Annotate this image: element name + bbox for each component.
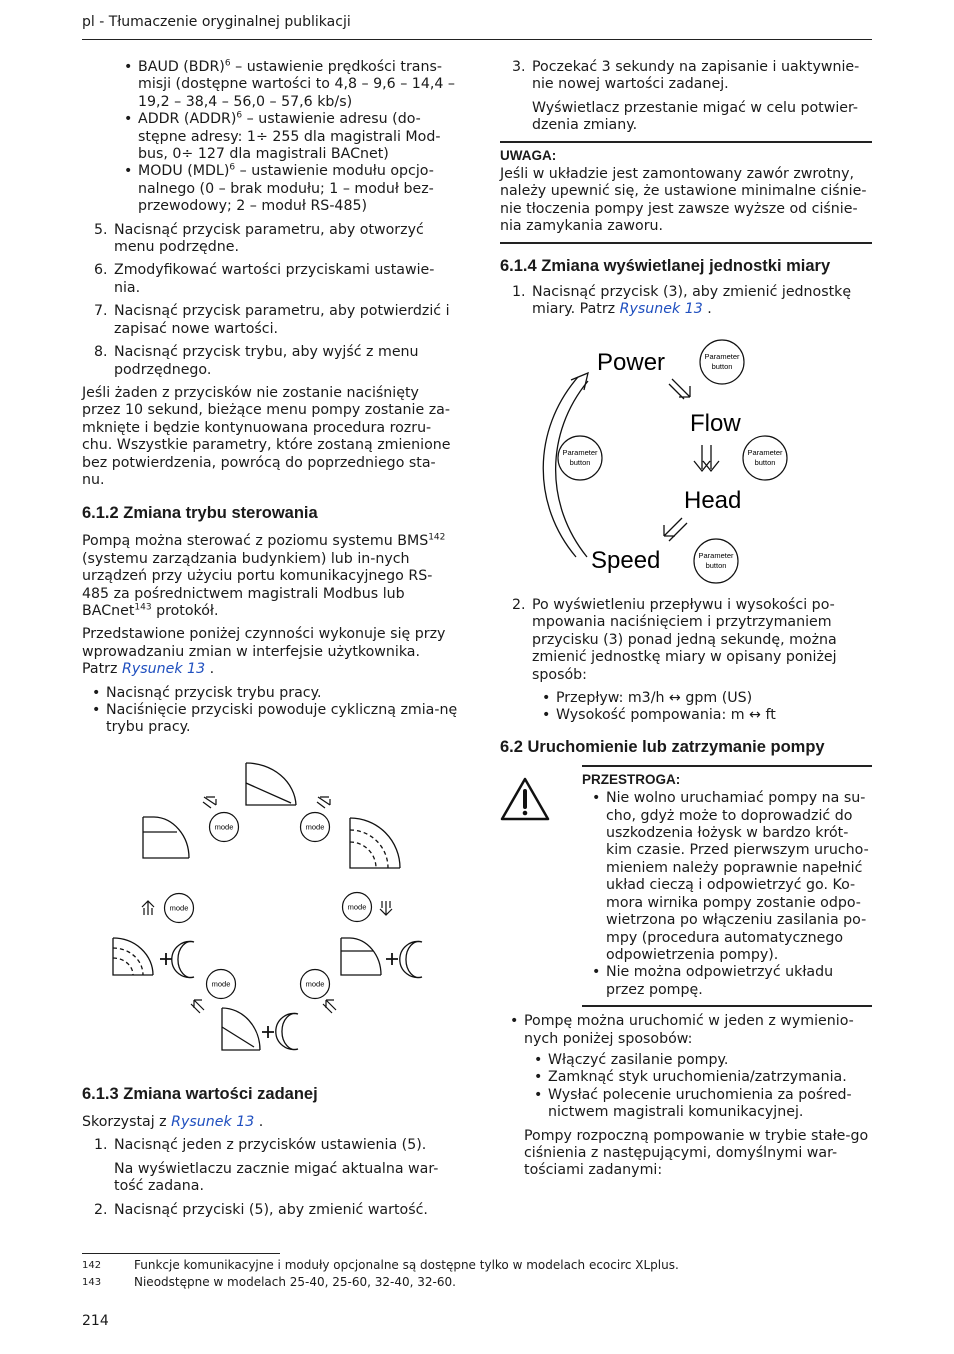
- figure-link[interactable]: Rysunek 13: [171, 1114, 255, 1130]
- caution-content: [582, 765, 872, 1007]
- step-number: 3.: [512, 59, 526, 75]
- list-item: • Naciśnięcie przyciski powoduje cykliczną zmia-nę trybu pracy.: [92, 702, 458, 737]
- section-heading-6-2: 6.2 Uruchomienie lub zatrzymanie pompy: [500, 737, 825, 756]
- step-subtext: Na wyświetlaczu zacznie migać aktualna war-tość zadana.: [114, 1160, 439, 1195]
- header-rule: [82, 39, 872, 40]
- timeout-paragraph: Jeśli żaden z przycisków nie zostanie naciśnięty przez 10 sekund, bieżące menu pompy zostanie za-mknięte i będzie kontynuowana procedura rozru-chu. Wszystkie parametry, które zostaną zmienione bez potwierdzenia, powrócą do poprzedniego sta-nu.: [82, 384, 451, 488]
- plus-icon: [262, 1026, 274, 1038]
- arrow-down-right-icon: [669, 379, 690, 399]
- list-item: [82, 262, 458, 297]
- steps-list: [82, 222, 458, 379]
- ui-paragraph: [82, 626, 458, 678]
- mode-button[interactable]: [165, 894, 194, 923]
- note-box: [500, 141, 872, 244]
- term: ADDR (ADDR): [138, 111, 237, 128]
- list-item: [82, 344, 458, 379]
- mode-button[interactable]: [301, 970, 330, 999]
- step-text: Nacisnąć jeden z przycisków ustawienia (5).: [114, 1137, 427, 1154]
- footnote-ref: 143: [134, 602, 152, 613]
- mode-label: mode: [305, 979, 325, 989]
- running-header: pl - Tłumaczenie oryginalnej publikacji: [82, 14, 351, 30]
- section-6-1-3: [82, 1084, 458, 1225]
- term: MODU (MDL): [138, 163, 230, 180]
- caution-list: [592, 790, 872, 999]
- text: protokół.: [151, 602, 219, 619]
- list-item: • Zamknąć styk uruchomienia/zatrzymania.: [534, 1069, 872, 1086]
- mode-label: mode: [214, 822, 234, 832]
- footnote-number: 142: [82, 1260, 102, 1271]
- parameter-button[interactable]: [700, 340, 744, 384]
- step-number: 2.: [94, 1201, 108, 1218]
- arrow-down-left-icon: [664, 518, 687, 541]
- footnote-rule: [82, 1253, 280, 1254]
- list-item: [82, 303, 458, 338]
- parameter-button[interactable]: [694, 539, 738, 583]
- section-heading-6-1-3: 6.1.3 Zmiana wartości zadanej: [82, 1085, 318, 1103]
- mode-button[interactable]: [301, 813, 330, 842]
- list-item: [500, 597, 872, 684]
- list-item: • Wysłać polecenie uruchomienia za pośred-nictwem magistrali komunikacyjnej.: [534, 1087, 872, 1122]
- section-heading-6-1-4: 6.1.4 Zmiana wyświetlanej jednostki miary: [500, 256, 831, 275]
- caution-title: PRZESTROGA:: [582, 771, 681, 787]
- item-text: – ustawienie modułu opcjo-nalnego (0 – brak modułu; 1 – moduł bez-przewodowy; 2 – moduł RS-485): [138, 163, 434, 215]
- step-number: 5.: [94, 221, 108, 238]
- footnote: [82, 1275, 456, 1290]
- footnote-ref: 6: [236, 110, 243, 121]
- unit-steps: [500, 284, 872, 319]
- head-label: Head: [684, 487, 742, 514]
- steps-list: [500, 59, 872, 135]
- bus-settings-list: [124, 59, 458, 216]
- button-label: button: [711, 362, 733, 371]
- note-title: UWAGA:: [500, 147, 557, 163]
- arrow-down-double-icon: [694, 445, 719, 471]
- item-text: – ustawienie prędkości trans-misji (dostępne wartości to 4,8 – 9,6 – 14,4 – 19,2 – 38,4 – 56,0 – 57,6 kb/s): [138, 59, 456, 110]
- list-item: [500, 284, 872, 319]
- text: (systemu zarządzania budynkiem) lub in-nych urządzeń przy użyciu portu komunikacyjnego RS-485 za pośrednictwem magistrali Modbus lub BACnet: [82, 550, 433, 619]
- list-item: • Nacisnąć przycisk trybu pracy.: [92, 685, 458, 702]
- section-heading-6-1-2: 6.1.2 Zmiana trybu sterowania: [82, 504, 318, 523]
- mode-label: mode: [347, 902, 367, 912]
- list-item: [124, 111, 458, 163]
- speed-label: Speed: [591, 547, 661, 574]
- arrow-up-icon: [142, 901, 154, 915]
- flow-label: Flow: [690, 410, 741, 437]
- text: Przedstawione poniżej czynności wykonuje się przy wprowadzaniu zmian w interfejsie użytkownika. Patrz: [82, 626, 446, 678]
- right-column-lower: [500, 597, 872, 1180]
- warning-triangle-icon: [500, 777, 550, 821]
- start-ways: [534, 1052, 872, 1122]
- arrow-up-left-icon: [191, 1000, 204, 1013]
- term: BAUD (BDR): [138, 59, 225, 75]
- curve-night-icon-left: [113, 938, 153, 975]
- button-label: Parameter: [747, 448, 783, 457]
- page-number: 214: [82, 1313, 109, 1329]
- text: Pompą można sterować z poziomu systemu BMS: [82, 533, 429, 550]
- note-text: Jeśli w układzie jest zamontowany zawór zwrotny, należy upewnić się, że ustawione minimalne ciśnie-nie tłoczenia pompy jest zawsze wyższe od ciśnie-nia zamykania zaworu.: [500, 166, 867, 235]
- list-item: • Przepływ: m3/h ↔ gpm (US): [542, 690, 872, 707]
- setpoint-steps: [82, 1137, 458, 1219]
- step-text: Nacisnąć przycisk (3), aby zmienić jednostkę miary. Patrz: [532, 283, 852, 318]
- power-label: Power: [597, 349, 666, 376]
- curve-night-icon-bottom: [222, 1008, 260, 1050]
- plus-icon: [386, 953, 398, 965]
- list-item: • Nie wolno uruchamiać pompy na su-cho, gdyż może to doprowadzić do uszkodzenia łożysk w bardzo krót-kim czasie. Przed pierwszym urucho-mieniem należy poprawnie napełnić układ cieczą i odpowietrzyć go. Ko-mora wirnika pompy zostanie odpo-wietrzona po włączeniu zasilania po-mpy (procedura automatycznego odpowietrzenia pompy).: [592, 790, 872, 964]
- mode-cycle-diagram: [100, 755, 460, 1060]
- text: .: [702, 301, 712, 318]
- list-item: • Włączyć zasilanie pompy.: [534, 1052, 872, 1069]
- step-number: 1.: [512, 283, 526, 300]
- button-label: Parameter: [562, 448, 598, 457]
- mode-label: mode: [211, 979, 231, 989]
- step-number: 6.: [94, 262, 108, 279]
- list-item: [82, 1202, 458, 1219]
- step-number: 8.: [94, 344, 108, 361]
- right-column: [500, 59, 872, 324]
- setpoint-intro: [82, 1114, 458, 1131]
- figure-link[interactable]: Rysunek 13: [121, 661, 206, 678]
- button-label: Parameter: [704, 352, 740, 361]
- mode-label: mode: [305, 822, 325, 832]
- button-label: button: [705, 561, 727, 570]
- mode-button[interactable]: [343, 893, 372, 922]
- step-text: Nacisnąć przycisk parametru, aby otworzyć menu podrzędne.: [114, 221, 424, 256]
- step-number: 7.: [94, 303, 108, 320]
- list-item: [124, 163, 458, 215]
- footnote-ref: 6: [229, 162, 236, 173]
- step-subtext: Wyświetlacz przestanie migać w celu potwier-dzenia zmiany.: [532, 99, 859, 134]
- list-item: • Nie można odpowietrzyć układu przez pompę.: [592, 964, 872, 999]
- footnote-text: Nieodstępne w modelach 25-40, 25-60, 32-40, 32-60.: [134, 1275, 456, 1289]
- start-defaults-text: Pompy rozpoczną pompowanie w trybie stałe-go ciśnienia z następującymi, domyślnymi war-tościami zadanymi:: [524, 1127, 869, 1179]
- curve-icon-top: [246, 763, 296, 805]
- step-text: Zmodyfikować wartości przyciskami ustawie-nia.: [114, 262, 435, 296]
- step-text: Nacisnąć przyciski (5), aby zmienić wartość.: [114, 1201, 428, 1218]
- arrow-down-right-icon: [317, 797, 330, 808]
- curve-icon-right: [350, 818, 400, 868]
- list-item: [124, 59, 458, 111]
- button-label: Parameter: [698, 551, 734, 560]
- mode-label: mode: [169, 903, 189, 913]
- button-label: button: [569, 458, 591, 467]
- text: Skorzystaj z: [82, 1114, 172, 1130]
- control-mode-paragraph: [82, 533, 458, 620]
- arrow-down-right-icon: [203, 797, 216, 808]
- parameter-button[interactable]: [558, 436, 602, 480]
- text: .: [205, 661, 215, 678]
- list-item: • Wysokość pompowania: m ↔ ft: [542, 707, 872, 724]
- start-list: [510, 1013, 872, 1180]
- unit-options: [542, 690, 872, 725]
- step-text: Nacisnąć przycisk parametru, aby potwierdzić i zapisać nowe wartości.: [114, 303, 450, 337]
- figure-link[interactable]: Rysunek 13: [619, 301, 703, 318]
- footnote-text: Funkcje komunikacyjne i moduły opcjonalne są dostępne tylko w modelach ecocirc XLplus.: [134, 1258, 679, 1272]
- arrow-up-left-icon: [323, 1000, 336, 1013]
- item-text: Pompę można uruchomić w jeden z wymienio-nych poniżej sposobów:: [524, 1013, 854, 1047]
- item-text: – ustawienie adresu (do-stępne adresy: 1÷ 255 dla magistrali Mod-bus, 0÷ 127 dla magistrali BACnet): [138, 111, 441, 163]
- list-item: [510, 1013, 872, 1180]
- unit-steps-continued: [500, 597, 872, 684]
- footnote-ref: 142: [428, 532, 446, 543]
- footnote-ref: 6: [224, 58, 231, 69]
- plus-icon: [160, 953, 172, 965]
- list-item: [82, 1137, 458, 1195]
- arrow-down-icon: [380, 901, 392, 915]
- step-number: 2.: [512, 597, 526, 613]
- footnote: [82, 1258, 679, 1273]
- mode-bullets: [92, 685, 458, 737]
- moon-icon: [400, 942, 422, 978]
- moon-icon: [172, 942, 194, 978]
- curve-night-icon-right: [341, 938, 381, 975]
- text: .: [254, 1114, 264, 1130]
- step-text: Po wyświetleniu przepływu i wysokości po-mpowania naciśnięciem i przytrzymaniem przycisku (3) ponad jedną sekundę, można zmienić jednostkę miary w opisany poniżej sposób:: [532, 597, 837, 683]
- caution-box: [500, 765, 872, 1007]
- mode-button[interactable]: [210, 813, 239, 842]
- parameter-button[interactable]: [743, 436, 787, 480]
- list-item: [82, 222, 458, 257]
- curve-icon-left: [143, 817, 189, 858]
- list-item: [500, 59, 872, 135]
- mode-button[interactable]: [207, 970, 236, 999]
- button-label: button: [754, 458, 776, 467]
- unit-cycle-diagram: [530, 335, 810, 590]
- left-column: [82, 59, 458, 737]
- footnote-number: 143: [82, 1277, 102, 1288]
- step-text: Nacisnąć przycisk trybu, aby wyjść z menu podrzędnego.: [114, 344, 419, 378]
- step-number: 1.: [94, 1137, 108, 1154]
- step-text: Poczekać 3 sekundy na zapisanie i uaktywnie-nie nowej wartości zadanej.: [532, 59, 860, 93]
- moon-icon: [276, 1014, 298, 1050]
